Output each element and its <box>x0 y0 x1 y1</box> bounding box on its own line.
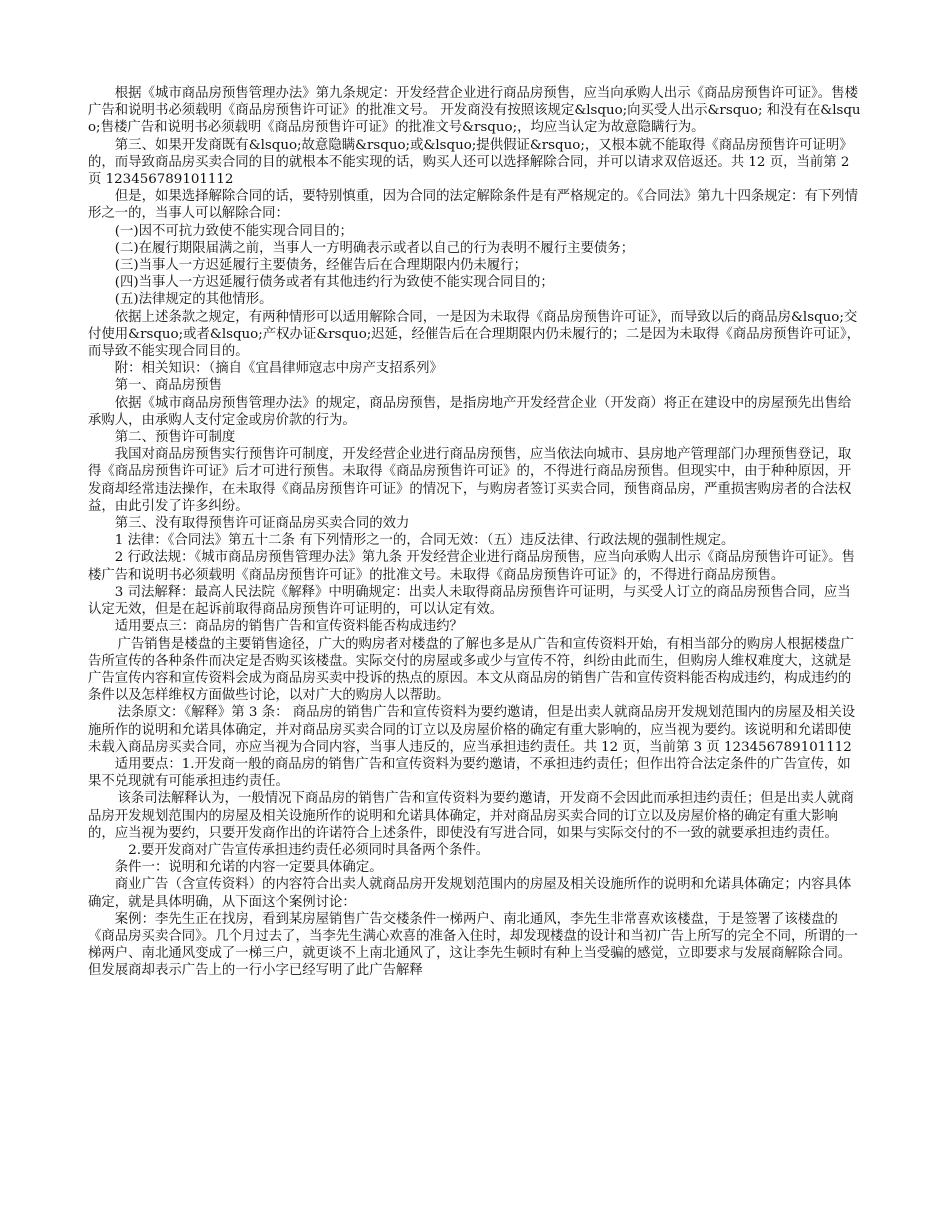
paragraph: 适用要点三：商品房的销售广告和宣传资料能否构成违约？ <box>114 619 463 635</box>
paragraph: 条件一：说明和允诺的内容一定要具体确定。 <box>114 860 383 876</box>
paragraph: 1 法律：《合同法》第五十二条 有下列情形之一的，合同无效：（五）违反法律、行政法规的强制性规定。 <box>114 533 735 549</box>
paragraph: 适用要点：1.开发商一般的商品房的销售广告和宣传资料为要约邀请，不承担违约责任；但作出符合法定条件的广告宣传，如果不兑现就有可能承担违约责任。 <box>88 756 851 790</box>
paragraph: 第二、预售许可制度 <box>114 430 236 446</box>
paragraph: 商业广告（含宣传资料）的内容符合出卖人就商品房开发规划范围内的房屋及相关设施所作的说明和允诺具体确定；内容具体确定，就是具体明确，从下面这个案例讨论： <box>88 877 852 910</box>
paragraph: (五)法律规定的其他情形。 <box>114 292 273 308</box>
paragraph: 广告销售是楼盘的主要销售途径，广大的购房者对楼盘的了解也多是从广告和宣传资料开始，有相当部分的购房人根据楼盘广告所宣传的各种条件而决定是否购买该楼盘。实际交付的房屋或多或少与宣传不符，纠纷由此而生，但购房人维权难度大，这就是广告宣传内容和宣传资料会成为商品房买卖中投诉的热点的原因。本文从商品房的销售广告和宣传资料能否构成违约，构成违约的条件以及怎样维权方面做些讨论，以对广大的购房人以帮助。 <box>88 636 854 704</box>
paragraph: 依据《城市商品房预售管理办法》的规定，商品房预售，是指房地产开发经营企业（开发商）将正在建设中的房屋预先出售给承购人，由承购人支付定金或房价款的行为。 <box>88 395 852 428</box>
paragraph: 法条原文：《解释》第 3 条： 商品房的销售广告和宣传资料为要约邀请，但是出卖人就商品房开发规划范围内的房屋及相关设施所作的说明和允诺具体确定，并对商品房买卖合同的订立以及房屋价格的确定有重大影响的，应当视为要约。该说明和允诺即使未载入商品房买卖合同，亦应当视为合同内容，当事人违反的，应当承担违约责任。共 12 页，当前第 3 页 123456789101112 <box>88 705 856 755</box>
paragraph: 但是，如果选择解除合同的话，要特别慎重，因为合同的法定解除条件是有严格规定的。《合同法》第九十四条规定：有下列情形之一的，当事人可以解除合同： <box>88 189 858 222</box>
paragraph: (三)当事人一方迟延履行主要债务，经催告后在合理期限内仍未履行； <box>114 258 527 274</box>
paragraph: 依据上述条款之规定，有两种情形可以适用解除合同，一是因为未取得《商品房预售许可证》，而导致以后的商品房&lsquo;交付使用&rsquo;或者&lsquo;产权办证&rsquo;迟延，经催告后在合理期限内仍未履行的；二是因为未取得《商品房预售许可证》，而导致不能实现合同目的。 <box>88 309 861 360</box>
paragraph: 附：相关知识：（摘自《宜昌律师寇志中房产支招系列》 <box>114 361 443 377</box>
paragraph: (四)当事人一方迟延履行债务或者有其他违约行为致使不能实现合同目的； <box>114 275 554 291</box>
paragraph: 3 司法解释：最高人民法院《解释》中明确规定：出卖人未取得商品房预售许可证明，与买受人订立的商品房预售合同，应当认定无效，但是在起诉前取得商品房预售许可证明的，可以认定有效。 <box>88 584 851 618</box>
paragraph: 2 行政法规：《城市商品房预售管理办法》第九条 开发经营企业进行商品房预售，应当向承购人出示《商品房预售许可证》。售楼广告和说明书必须载明《商品房预售许可证》的批准文号。未取得《商品房预售许可证》的，不得进行商品房预售。 <box>88 550 855 583</box>
paragraph: 该条司法解释认为，一般情况下商品房的销售广告和宣传资料为要约邀请，开发商不会因此而承担违约责任；但是出卖人就商品房开发规划范围内的房屋及相关设施所作的说明和允诺具体确定，并对商品房买卖合同的订立以及房屋价格的确定有重大影响的，应当视为要约，只要开发商作出的许诺符合上述条件，即使没有写进合同，如果与实际交付的不一致的就要承担违约责任。 <box>88 791 854 841</box>
paragraph: (二)在履行期限届满之前，当事人一方明确表示或者以自己的行为表明不履行主要债务； <box>114 240 635 256</box>
paragraph: (一)因不可抗力致使不能实现合同目的； <box>114 223 353 239</box>
paragraph: 第三、如果开发商既有&lsquo;故意隐瞒&rsquo;或&lsquo;提供假证&rsquo;，又根本就不能取得《商品房预售许可证明》的，而导致商品房买卖合同的目的就根本不能实现的话，购买人还可以选择解除合同，并可以请求双倍返还。共 12 页，当前第 2 页 123456789101112 <box>88 137 853 188</box>
paragraph: 第一、商品房预售 <box>114 378 222 394</box>
paragraph: 案例：李先生正在找房，看到某房屋销售广告交楼条件一梯两户、南北通风，李先生非常喜欢该楼盘，于是签署了该楼盘的《商品房买卖合同》。几个月过去了，当李先生满心欢喜的准备入住时，却发现楼盘的设计和当初广告上所写的完全不同，所谓的一梯两户、南北通风变成了一梯三户，就更谈不上南北通风了，这让李先生顿时有种上当受骗的感觉，立即要求与发展商解除合同。但发展商却表示广告上的一行小字已经写明了此广告解释 <box>88 911 858 979</box>
paragraph: 第三、没有取得预售许可证商品房买卖合同的效力 <box>114 516 410 532</box>
paragraph: 根据《城市商品房预售管理办法》第九条规定：开发经营企业进行商品房预售，应当向承购人出示《商品房预售许可证》。售楼广告和说明书必须载明《商品房预售许可证》的批准文号。 开发商没有按照该规定&lsquo;向买受人出示&rsquo; 和没有在&lsquo;售楼广告和说明书必须载明《商品房预售许可证》的批准文号&rsquo;，均应当认定为故意隐瞒行为。 <box>88 86 861 136</box>
document-body <box>88 85 862 980</box>
paragraph: 我国对商品房预售实行预售许可制度，开发经营企业进行商品房预售，应当依法向城市、县房地产管理部门办理预售登记，取得《商品房预售许可证》后才可进行预售。未取得《商品房预售许可证》的，不得进行商品房预售。但现实中，由于种种原因，开发商却经常违法操作，在未取得《商品房预售许可证》的情况下，与购房者签订买卖合同，预售商品房，严重损害购房者的合法权益，由此引发了许多纠纷。 <box>88 447 852 514</box>
paragraph: 2.要开发商对广告宣传承担违约责任必须同时具备两个条件。 <box>128 842 490 858</box>
